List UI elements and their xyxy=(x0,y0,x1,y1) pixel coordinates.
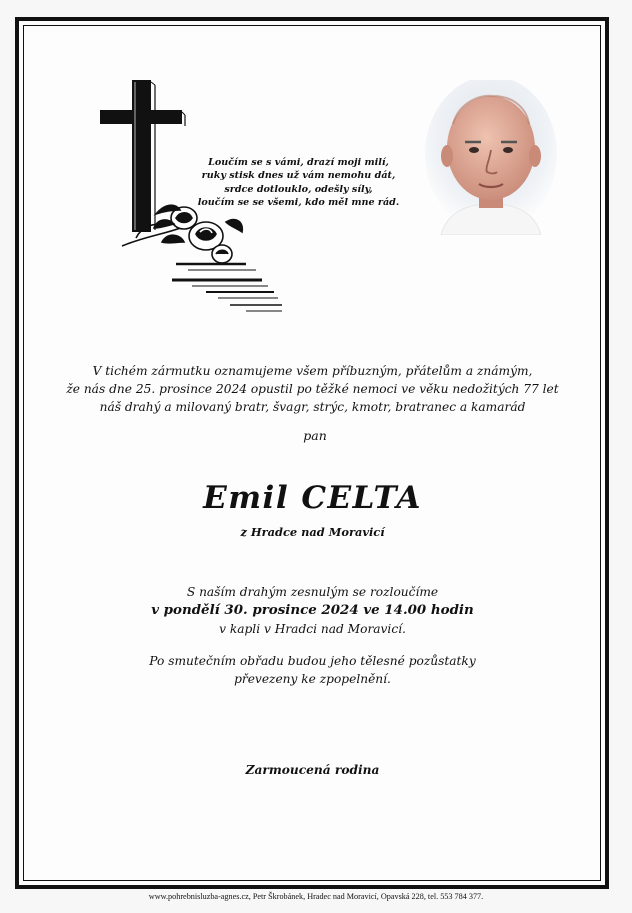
farewell-poem xyxy=(196,156,401,210)
salutation: pan xyxy=(303,428,327,443)
announcement-line: V tichém zármutku oznamujeme všem příbuzným, přátelům a známým, xyxy=(92,364,533,378)
funeral-service-footer: www.pohrebnisluzba-agnes.cz, Petr Škrobánek, Hradec nad Moravicí, Opavská 228, tel. 553 784 377. xyxy=(148,892,484,901)
announcement-line: že nás dne 25. prosince 2024 opustil po těžké nemoci ve věku nedožitých 77 let xyxy=(66,382,559,396)
ceremony-intro: S naším drahým zesnulým se rozloučíme xyxy=(186,585,439,599)
cremation-line: převezeny ke zpopelnění. xyxy=(234,672,391,686)
deceased-portrait-photo xyxy=(423,80,559,235)
cremation-line: Po smutečním obřadu budou jeho tělesné pozůstatky xyxy=(149,654,476,668)
ceremony-place: v kapli v Hradci nad Moravicí. xyxy=(219,622,406,636)
ceremony-details xyxy=(100,583,525,638)
death-announcement xyxy=(40,362,585,416)
ceremony-datetime: v pondělí 30. prosince 2024 ve 14.00 hodin xyxy=(151,602,474,618)
family-signoff: Zarmoucená rodina xyxy=(245,763,380,777)
deceased-origin: z Hradce nad Moravicí xyxy=(240,525,385,539)
poem-line: srdce dotlouklo, odešly síly, xyxy=(224,183,373,195)
cremation-note xyxy=(100,652,525,688)
cross-base-steps xyxy=(172,264,282,311)
deceased-name: Emil CELTA xyxy=(203,480,422,516)
poem-line: Loučím se s vámi, drazí moji milí, xyxy=(208,157,389,168)
poem-line: loučím se se všemi, kdo měl mne rád. xyxy=(197,197,400,209)
poem-line: ruky stisk dnes už vám nemohu dát, xyxy=(201,170,396,182)
announcement-line: náš drahý a milovaný bratr, švagr, strýc, kmotr, bratranec a kamarád xyxy=(99,400,526,414)
